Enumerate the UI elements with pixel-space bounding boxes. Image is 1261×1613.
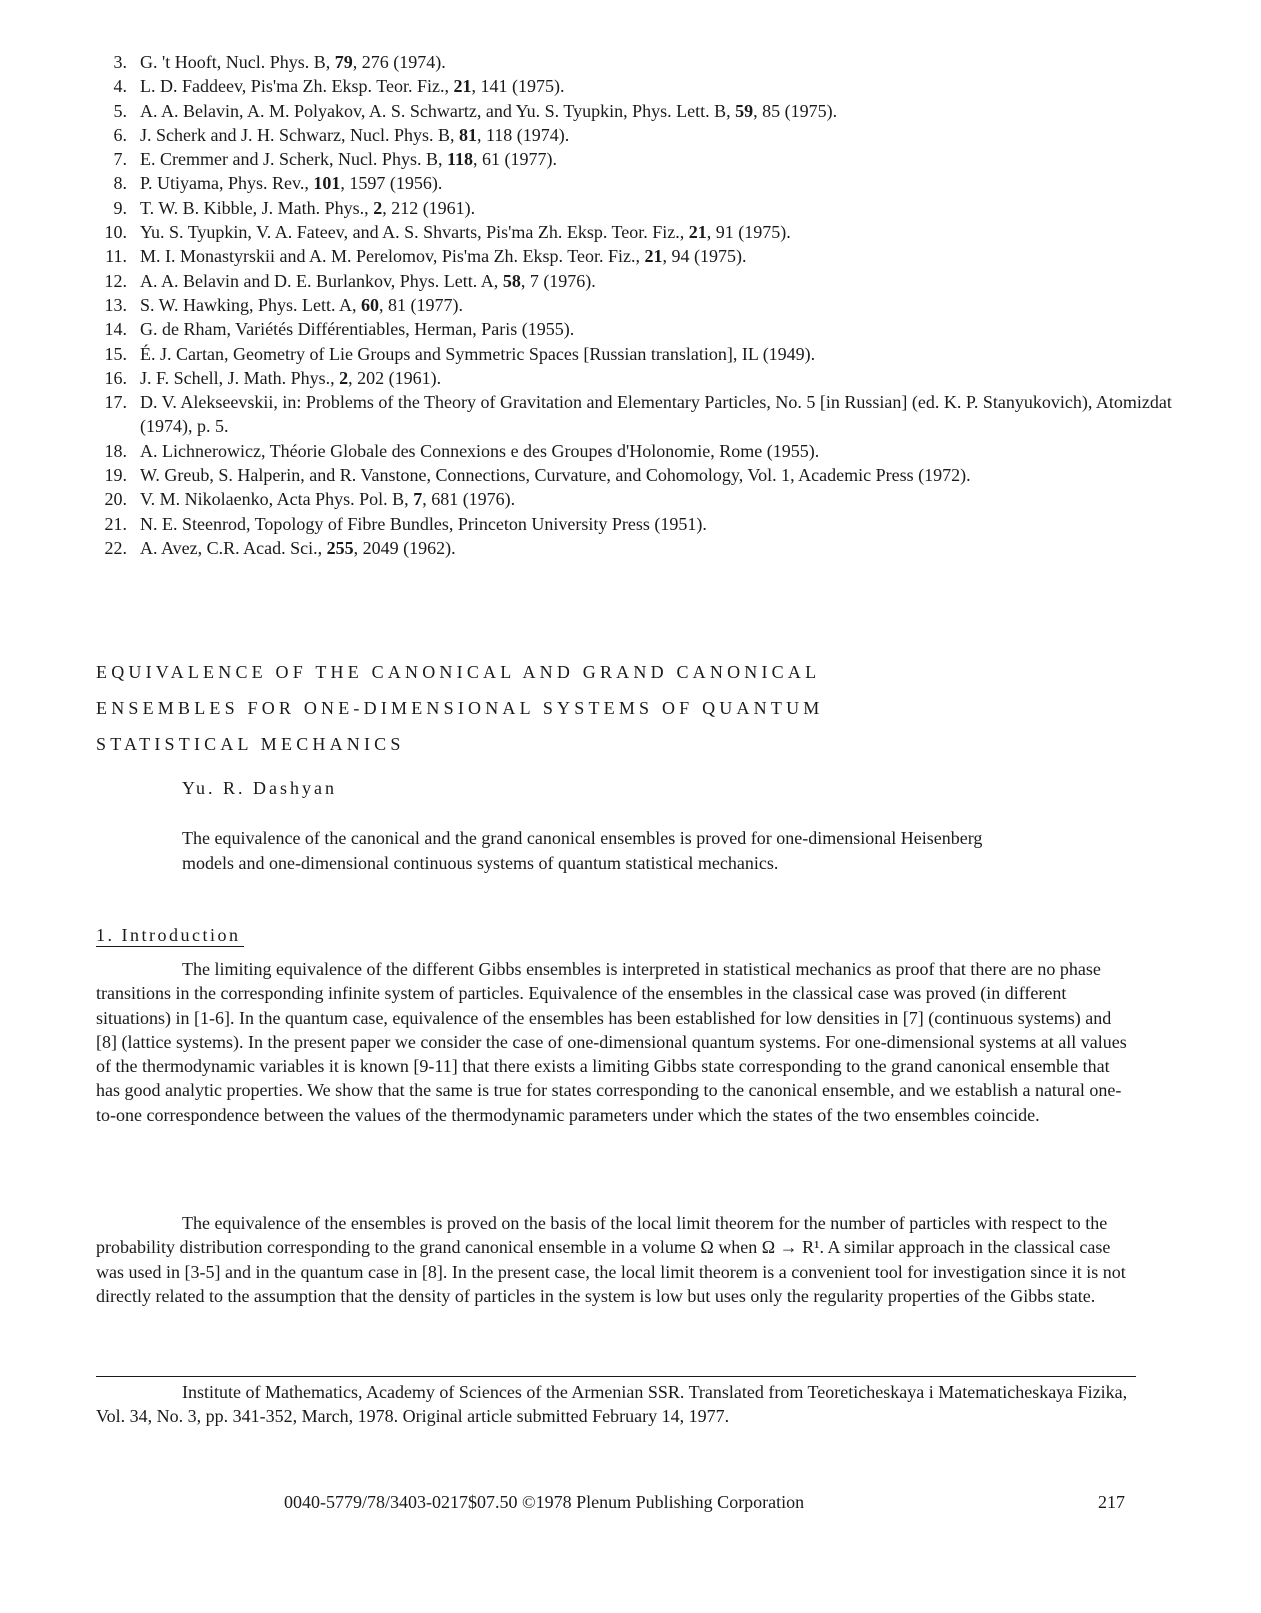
reference-text: Yu. S. Tyupkin, V. A. Fateev, and A. S. Shvarts, Pis'ma Zh. Eksp. Teor. Fiz., 21, 91 (1975).: [140, 222, 791, 243]
reference-number: 16.: [104, 367, 127, 388]
reference-text: N. E. Steenrod, Topology of Fibre Bundles, Princeton University Press (1951).: [140, 513, 707, 534]
reference-text: E. Cremmer and J. Scherk, Nucl. Phys. B, 118, 61 (1977).: [140, 149, 557, 170]
reference-number: 3.: [113, 52, 127, 72]
reference-number: 5.: [113, 100, 127, 121]
reference-number: 22.: [104, 537, 127, 558]
reference-number: 8.: [113, 173, 127, 194]
reference-item: [95, 317, 1195, 341]
reference-number: 10.: [104, 222, 127, 243]
reference-text: A. A. Belavin, A. M. Polyakov, A. S. Schwartz, and Yu. S. Tyupkin, Phys. Lett. B, 59, 85 (1975).: [140, 100, 838, 121]
reference-text: G. de Rham, Variétés Différentiables, Herman, Paris (1955).: [140, 319, 575, 340]
reference-text: G. 't Hooft, Nucl. Phys. B, 79, 276 (1974).: [140, 52, 446, 72]
reference-number: 7.: [113, 149, 127, 170]
reference-item: [95, 269, 1195, 293]
reference-text: J. Scherk and J. H. Schwarz, Nucl. Phys. B, 81, 118 (1974).: [140, 124, 570, 145]
copyright-line: 0040-5779/78/3403-0217$07.50 ©1978 Plenum Publishing Corporation: [284, 1492, 805, 1512]
reference-number: 13.: [104, 294, 127, 315]
reference-text: M. I. Monastyrskii and A. M. Perelomov, Pis'ma Zh. Eksp. Teor. Fiz., 21, 94 (1975).: [140, 246, 747, 267]
reference-item: [95, 463, 1195, 487]
reference-item: [95, 74, 1195, 98]
reference-item: [95, 366, 1195, 390]
article-author: Yu. R. Dashyan: [182, 778, 337, 798]
reference-number: 11.: [105, 246, 127, 267]
reference-text: A. Avez, C.R. Acad. Sci., 255, 2049 (1962).: [140, 537, 456, 558]
body-paragraph: The equivalence of the ensembles is proved on the basis of the local limit theorem for the number of particles with respect to the probability distribution corresponding to the grand canonical ensemble in a volume Ω when Ω → R¹. A similar approach in the classical case was used in [3-5] and in the quantum case in [8]. In the present case, the local limit theorem is a convenient tool for investigation since it is not directly related to the assumption that the density of particles in the system is low but uses only the regularity properties of the Gibbs state.: [96, 1213, 1126, 1306]
reference-text: L. D. Faddeev, Pis'ma Zh. Eksp. Teor. Fiz., 21, 141 (1975).: [140, 76, 565, 97]
reference-item: [95, 293, 1195, 317]
footnote: Institute of Mathematics, Academy of Sciences of the Armenian SSR. Translated from Teoreticheskaya i Matematicheskaya Fizika, Vol. 34, No. 3, pp. 341-352, March, 1978. Original article submitted February 14, 1977.: [96, 1382, 1128, 1426]
reference-text: V. M. Nikolaenko, Acta Phys. Pol. B, 7, 681 (1976).: [140, 489, 516, 510]
reference-list: [95, 50, 1195, 560]
reference-text: A. Lichnerowicz, Théorie Globale des Connexions e des Groupes d'Holonomie, Rome (1955).: [140, 440, 820, 461]
reference-number: 12.: [104, 270, 127, 291]
reference-number: 6.: [113, 124, 127, 145]
article-title-line: ENSEMBLES FOR ONE-DIMENSIONAL SYSTEMS OF QUANTUM: [96, 698, 824, 718]
article-title-line: EQUIVALENCE OF THE CANONICAL AND GRAND CANONICAL: [96, 662, 821, 682]
article-title-line: STATISTICAL MECHANICS: [96, 734, 405, 754]
reference-item: [95, 220, 1195, 244]
reference-number: 18.: [104, 440, 127, 461]
reference-item: [95, 390, 1195, 439]
reference-item: [95, 99, 1195, 123]
reference-item: [95, 147, 1195, 171]
reference-number: 14.: [104, 319, 127, 340]
reference-number: 20.: [104, 489, 127, 510]
reference-number: 15.: [104, 343, 127, 364]
reference-text: A. A. Belavin and D. E. Burlankov, Phys. Lett. A, 58, 7 (1976).: [140, 270, 596, 291]
article-title: [96, 654, 1096, 762]
reference-text: P. Utiyama, Phys. Rev., 101, 1597 (1956).: [140, 173, 443, 194]
reference-item: [95, 512, 1195, 536]
reference-text: É. J. Cartan, Geometry of Lie Groups and Symmetric Spaces [Russian translation], IL (1949).: [140, 343, 816, 364]
reference-number: 21.: [104, 513, 127, 534]
reference-item: [95, 171, 1195, 195]
reference-item: [95, 123, 1195, 147]
reference-number: 19.: [104, 465, 127, 486]
reference-text: S. W. Hawking, Phys. Lett. A, 60, 81 (1977).: [140, 294, 464, 315]
reference-item: [95, 244, 1195, 268]
reference-text: W. Greub, S. Halperin, and R. Vanstone, Connections, Curvature, and Cohomology, Vol. 1, Academic Press (1972).: [140, 465, 971, 486]
reference-item: [95, 487, 1195, 511]
reference-item: [95, 342, 1195, 366]
page-number: 217: [1098, 1492, 1125, 1512]
reference-item: [95, 536, 1195, 560]
section-heading: 1. Introduction: [96, 924, 244, 947]
reference-number: 4.: [113, 76, 127, 97]
reference-number: 9.: [113, 197, 127, 218]
reference-item: [95, 196, 1195, 220]
reference-item: [95, 50, 1195, 74]
article-abstract: The equivalence of the canonical and the grand canonical ensembles is proved for one-dimensional Heisenberg models and one-dimensional continuous systems of quantum statistical mechanics.: [182, 828, 983, 873]
footnote-divider: [96, 1376, 1136, 1377]
reference-text: T. W. B. Kibble, J. Math. Phys., 2, 212 (1961).: [140, 197, 476, 218]
reference-text: D. V. Alekseevskii, in: Problems of the Theory of Gravitation and Elementary Particles, No. 5 [in Russian] (ed. K. P. Stanyukovich), Atomizdat (1974), p. 5.: [140, 392, 1172, 437]
reference-text: J. F. Schell, J. Math. Phys., 2, 202 (1961).: [140, 367, 442, 388]
body-paragraph: The limiting equivalence of the different Gibbs ensembles is interpreted in statistical mechanics as proof that there are no phase transitions in the corresponding infinite system of particles. Equivalence of the ensembles in the classical case was proved (in different situations) in [1-6]. In the quantum case, equivalence of the ensembles has been established for low densities in [7] (continuous systems) and [8] (lattice systems). In the present paper we consider the case of one-dimensional quantum systems. For one-dimensional systems at all values of the thermodynamic variables it is known [9-11] that there exists a limiting Gibbs state corresponding to the grand canonical ensemble that has good analytic properties. We show that the same is true for states corresponding to the canonical ensemble, and we establish a natural one-to-one correspondence between the values of the thermodynamic parameters under which the states of the two ensembles coincide.: [96, 959, 1127, 1125]
reference-number: 17.: [104, 392, 127, 413]
reference-item: [95, 439, 1195, 463]
